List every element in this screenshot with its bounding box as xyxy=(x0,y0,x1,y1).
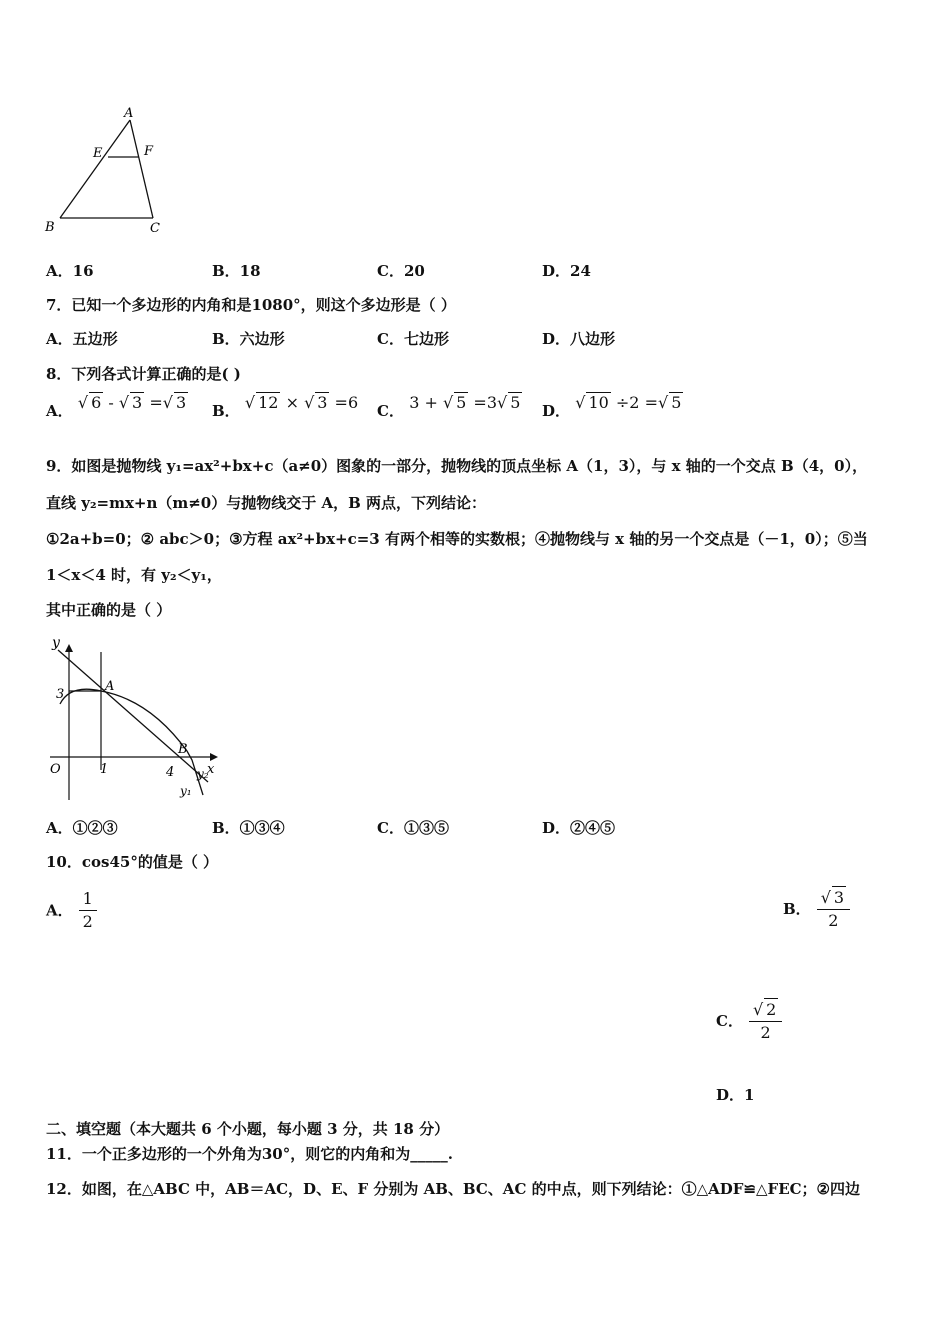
q7-option-a: A．五边形 xyxy=(46,330,118,348)
q8-a-radicand-2: 3 xyxy=(132,393,143,412)
graph-label-b: B xyxy=(178,742,188,757)
q8-option-b: B． √ 12 × √ 3 =6 xyxy=(212,393,359,420)
q8-a-radicand-1: 6 xyxy=(91,393,102,412)
q7-option-c: C．七边形 xyxy=(377,330,449,348)
q10-c-denominator: 2 xyxy=(760,1023,771,1042)
side-ab xyxy=(60,120,130,218)
q9-line-2: 直线 y₂=mx+n（m≠0）与抛物线交于 A，B 两点，下列结论： xyxy=(46,494,487,512)
q11-stem: 11．一个正多边形的一个外角为30°，则它的内角和为_____. xyxy=(46,1145,453,1163)
section-2-heading: 二、填空题（本大题共 6 个小题，每小题 3 分，共 18 分） xyxy=(46,1120,450,1138)
q10-c-radicand: 2 xyxy=(766,1000,777,1019)
q6-option-c: C．20 xyxy=(377,262,425,280)
label-a: A xyxy=(124,106,134,121)
q8-b-radicand-1: 12 xyxy=(258,393,279,412)
q10-stem: 10．cos45°的值是（ ） xyxy=(46,853,219,871)
q8-c-radicand-1: 5 xyxy=(456,393,467,412)
q7-option-b: B．六边形 xyxy=(212,330,285,348)
y-axis-arrow xyxy=(65,644,73,652)
graph-label-1: 1 xyxy=(100,762,109,777)
q10-option-a xyxy=(46,888,97,933)
q9-option-c: C．①③⑤ xyxy=(377,819,449,837)
sqrt-icon: √ xyxy=(752,1000,764,1019)
q8-option-d: D． √ 10 ÷2 =√ 5 xyxy=(542,393,682,420)
q8-a-radicand-3: 3 xyxy=(175,393,187,412)
q10-a-numerator: 1 xyxy=(79,888,97,911)
q10-option-b xyxy=(783,886,850,932)
q6-option-a: A．16 xyxy=(46,262,94,280)
q8-option-c-label: C． xyxy=(377,402,404,420)
graph-label-a: A xyxy=(105,679,115,694)
q6-option-b: B．18 xyxy=(212,262,261,280)
q7-option-d: D．八边形 xyxy=(542,330,616,348)
q9-line-1: 9．如图是抛物线 y₁=ax²+bx+c（a≠0）图象的一部分，抛物线的顶点坐标 A（1，3），与 x 轴的一个交点 B（4，0）， xyxy=(46,457,868,475)
graph-label-4: 4 xyxy=(166,765,175,780)
graph-label-y: y xyxy=(52,635,60,651)
q10-b-denominator: 2 xyxy=(828,911,839,930)
side-ac xyxy=(130,120,153,218)
q8-a-equals: = xyxy=(144,393,163,412)
graph-label-o: O xyxy=(50,762,61,777)
q10-option-d: D．1 xyxy=(716,1086,755,1104)
q9-line-4: 1＜x＜4 时，有 y₂＜y₁， xyxy=(46,566,222,584)
q8-option-a-label: A． xyxy=(46,402,73,420)
q8-c-prefix: 3 + xyxy=(409,393,443,412)
q8-option-d-label: D． xyxy=(542,402,571,420)
sqrt-icon: √ xyxy=(820,888,831,907)
q10-option-c-label: C． xyxy=(716,1012,743,1030)
q9-line-5: 其中正确的是（ ） xyxy=(46,601,172,619)
q8-c-equals: =3 xyxy=(468,393,498,412)
q8-b-equals: =6 xyxy=(329,393,359,412)
q8-b-radicand-2: 3 xyxy=(317,393,328,412)
q8-option-a: A． √ 6 - √ 3 =√ 3 xyxy=(46,393,187,420)
q10-option-b-label: B． xyxy=(783,900,811,918)
q8-d-radicand-1: 10 xyxy=(588,393,609,412)
triangle-figure xyxy=(40,105,170,240)
q7-stem: 7．已知一个多边形的内角和是1080°，则这个多边形是（ ） xyxy=(46,296,456,314)
q10-option-a-label: A． xyxy=(46,901,73,920)
q9-line-3: ①2a+b=0；② abc＞0；③方程 ax²+bx+c=3 有两个相等的实数根；④抛物线与 x 轴的另一个交点是（－1，0）；⑤当 xyxy=(46,530,868,548)
graph-label-y1: y₁ xyxy=(180,784,192,798)
q8-option-b-label: B． xyxy=(212,402,240,420)
q10-b-radicand: 3 xyxy=(833,888,845,907)
graph-label-y2: y₂ xyxy=(197,767,209,781)
q10-a-fraction xyxy=(79,888,97,933)
q8-c-radicand-2: 5 xyxy=(510,393,521,412)
q8-d-divide: ÷2 = xyxy=(610,393,658,412)
q10-a-denominator: 2 xyxy=(82,912,93,931)
label-f: F xyxy=(144,144,154,159)
q10-option-c xyxy=(716,998,782,1044)
q9-option-d: D．②④⑤ xyxy=(542,819,616,837)
line-y2 xyxy=(58,650,208,782)
q8-d-radicand-2: 5 xyxy=(671,393,682,412)
q8-a-minus: - xyxy=(103,393,119,412)
label-e: E xyxy=(93,146,103,161)
q8-b-times: × xyxy=(280,393,305,412)
graph-label-3: 3 xyxy=(56,687,65,702)
q9-option-a: A．①②③ xyxy=(46,819,118,837)
q8-stem: 8．下列各式计算正确的是( ) xyxy=(46,365,241,383)
label-b: B xyxy=(45,220,55,235)
q9-option-b: B．①③④ xyxy=(212,819,285,837)
q10-c-fraction xyxy=(749,998,782,1044)
graph-label-x: x xyxy=(207,762,215,777)
parabola-graph xyxy=(40,630,230,805)
q6-option-d: D．24 xyxy=(542,262,591,280)
q8-option-c: C． 3 + √ 5 =3√ 5 xyxy=(377,393,521,420)
label-c: C xyxy=(150,221,160,236)
q10-b-fraction xyxy=(817,886,850,932)
q12-stem: 12．如图，在△ABC 中，AB＝AC，D、E、F 分别为 AB、BC、AC 的中点，则下列结论：①△ADF≌△FEC；②四边 xyxy=(46,1180,861,1198)
x-axis-arrow xyxy=(210,753,218,761)
